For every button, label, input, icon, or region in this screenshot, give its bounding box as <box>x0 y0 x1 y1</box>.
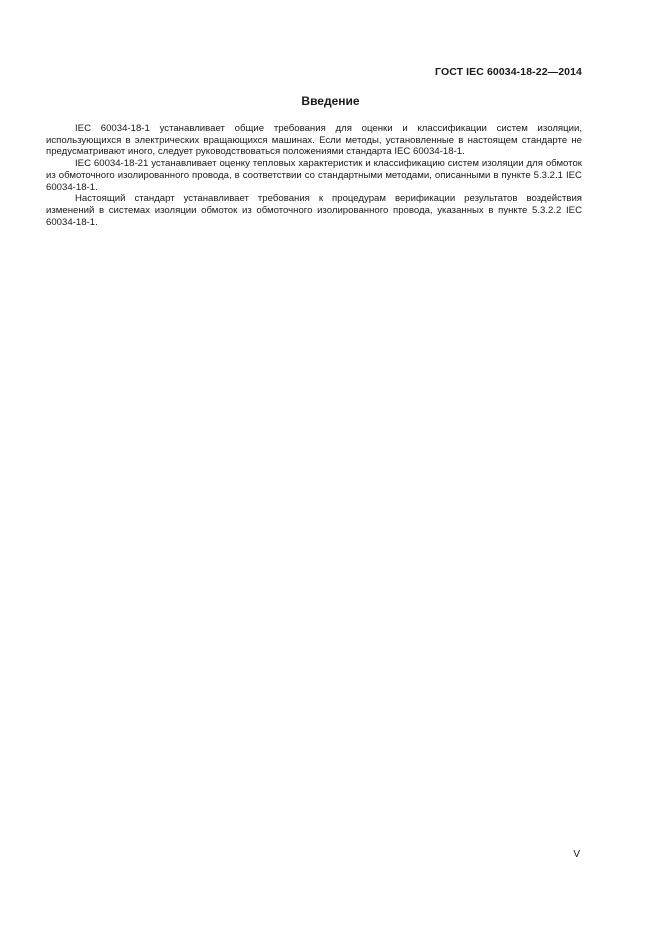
paragraph-3: Настоящий стандарт устанавливает требования к процедурам верификации результатов воздействия изменений в системах изоляции обмоток из обмоточного изолированного провода, указанных в пункте 5.3.2.2 IEC 60034-18-1. <box>46 193 582 228</box>
page-number: V <box>573 849 580 860</box>
standard-code-header: ГОСТ IEC 60034-18-22—2014 <box>435 66 582 78</box>
section-title: Введение <box>301 94 360 108</box>
introduction-body <box>46 123 582 228</box>
paragraph-2: IEC 60034-18-21 устанавливает оценку тепловых характеристик и классификацию систем изоляции для обмоток из обмоточного изолированного провода, в соответствии со стандартными методами, описанными в пункте 5.3.2.1 IEC 60034-18-1. <box>46 158 582 193</box>
paragraph-1: IEC 60034-18-1 устанавливает общие требования для оценки и классификации систем изоляции, использующихся в электрических вращающихся машинах. Если методы, установленные в настоящем стандарте не предусматривают иного, следует руководствоваться положениями стандарта IEC 60034-18-1. <box>46 123 582 158</box>
